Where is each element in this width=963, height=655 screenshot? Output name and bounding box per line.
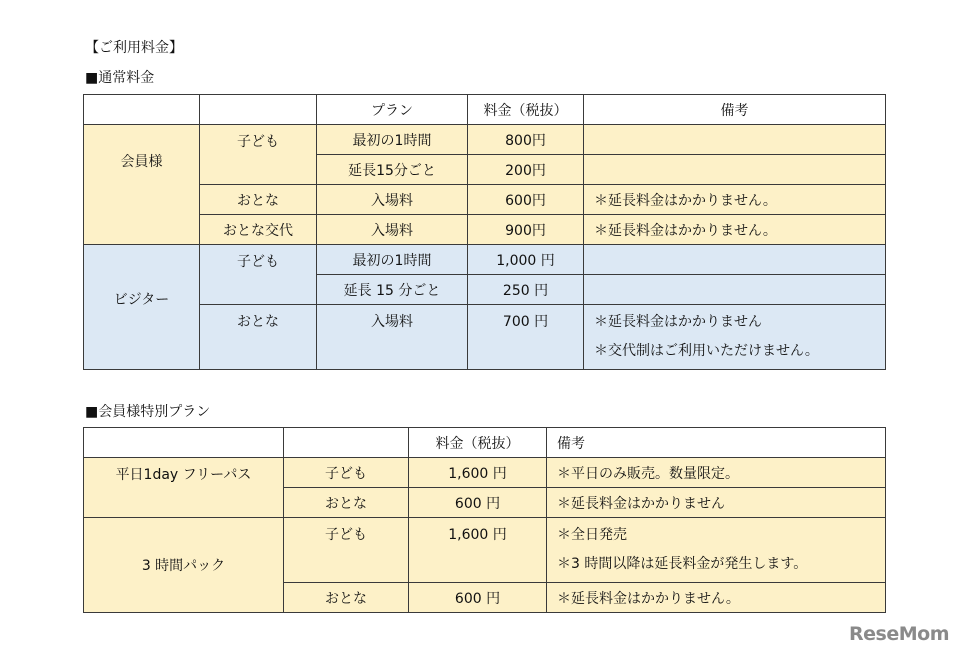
header-price: 料金（税抜） bbox=[468, 95, 584, 125]
section2-heading: ■会員様特別プラン bbox=[85, 404, 211, 420]
price-cell: 600円 bbox=[468, 185, 584, 215]
note-line: ＊3 時間以降は延長料金が発生します。 bbox=[557, 556, 808, 572]
plan-cell: 入場料 bbox=[317, 215, 468, 245]
table-row bbox=[84, 458, 886, 488]
note-line: ＊交代制はご利用いただけません。 bbox=[594, 343, 819, 359]
table-row bbox=[84, 185, 886, 215]
table-header-row bbox=[84, 95, 886, 125]
price-cell: 250 円 bbox=[468, 275, 584, 305]
regular-price-table bbox=[83, 94, 886, 370]
note-line: ＊延長料金はかかりません bbox=[594, 314, 762, 330]
price-cell: 1,000 円 bbox=[468, 245, 584, 275]
note-cell: ＊平日のみ販売。数量限定。 bbox=[547, 458, 886, 488]
table-row bbox=[84, 125, 886, 155]
note-cell: ＊延長料金はかかりません。 bbox=[584, 215, 886, 245]
price-cell: 1,600 円 bbox=[409, 518, 547, 583]
note-cell bbox=[584, 305, 886, 370]
price-cell: 800円 bbox=[468, 125, 584, 155]
plan-cell: 入場料 bbox=[317, 185, 468, 215]
three-hour-pack-label: 3 時間パック bbox=[84, 518, 284, 613]
header-plan: プラン bbox=[317, 95, 468, 125]
table-row bbox=[84, 215, 886, 245]
note-line: ＊全日発売 bbox=[557, 527, 627, 543]
visitor-child-label: 子ども bbox=[200, 245, 317, 305]
resemom-logo: ReseMom bbox=[849, 623, 949, 645]
header-price: 料金（税抜） bbox=[409, 428, 547, 458]
who-cell: おとな bbox=[284, 488, 409, 518]
header-notes: 備考 bbox=[547, 428, 886, 458]
who-cell: おとな bbox=[200, 305, 317, 370]
header-cell bbox=[84, 428, 284, 458]
note-cell bbox=[584, 125, 886, 155]
header-cell bbox=[284, 428, 409, 458]
table-row bbox=[84, 305, 886, 370]
price-cell: 600 円 bbox=[409, 583, 547, 613]
header-cell bbox=[84, 95, 200, 125]
price-cell: 200円 bbox=[468, 155, 584, 185]
note-cell bbox=[547, 518, 886, 583]
who-cell: 子ども bbox=[284, 458, 409, 488]
table-row bbox=[84, 518, 886, 583]
plan-cell: 最初の1時間 bbox=[317, 125, 468, 155]
price-cell: 700 円 bbox=[468, 305, 584, 370]
member-child-label: 子ども bbox=[200, 125, 317, 185]
member-label: 会員様 bbox=[84, 125, 200, 245]
price-cell: 1,600 円 bbox=[409, 458, 547, 488]
who-cell: おとな bbox=[284, 583, 409, 613]
header-cell bbox=[200, 95, 317, 125]
table-header-row bbox=[84, 428, 886, 458]
free-pass-label: 平日1day フリーパス bbox=[84, 458, 284, 518]
note-cell bbox=[584, 155, 886, 185]
note-cell bbox=[584, 275, 886, 305]
note-cell: ＊延長料金はかかりません。 bbox=[547, 583, 886, 613]
table-row bbox=[84, 245, 886, 275]
who-cell: おとな交代 bbox=[200, 215, 317, 245]
note-cell: ＊延長料金はかかりません bbox=[547, 488, 886, 518]
who-cell: おとな bbox=[200, 185, 317, 215]
plan-cell: 延長15分ごと bbox=[317, 155, 468, 185]
who-cell: 子ども bbox=[284, 518, 409, 583]
price-cell: 600 円 bbox=[409, 488, 547, 518]
special-plan-table bbox=[83, 427, 886, 613]
visitor-label: ビジター bbox=[84, 245, 200, 370]
plan-cell: 最初の1時間 bbox=[317, 245, 468, 275]
note-cell bbox=[584, 245, 886, 275]
page-title: 【ご利用料金】 bbox=[85, 40, 183, 56]
section1-heading: ■通常料金 bbox=[85, 70, 155, 86]
price-cell: 900円 bbox=[468, 215, 584, 245]
note-cell: ＊延長料金はかかりません。 bbox=[584, 185, 886, 215]
plan-cell: 入場料 bbox=[317, 305, 468, 370]
plan-cell: 延長 15 分ごと bbox=[317, 275, 468, 305]
header-notes: 備考 bbox=[584, 95, 886, 125]
